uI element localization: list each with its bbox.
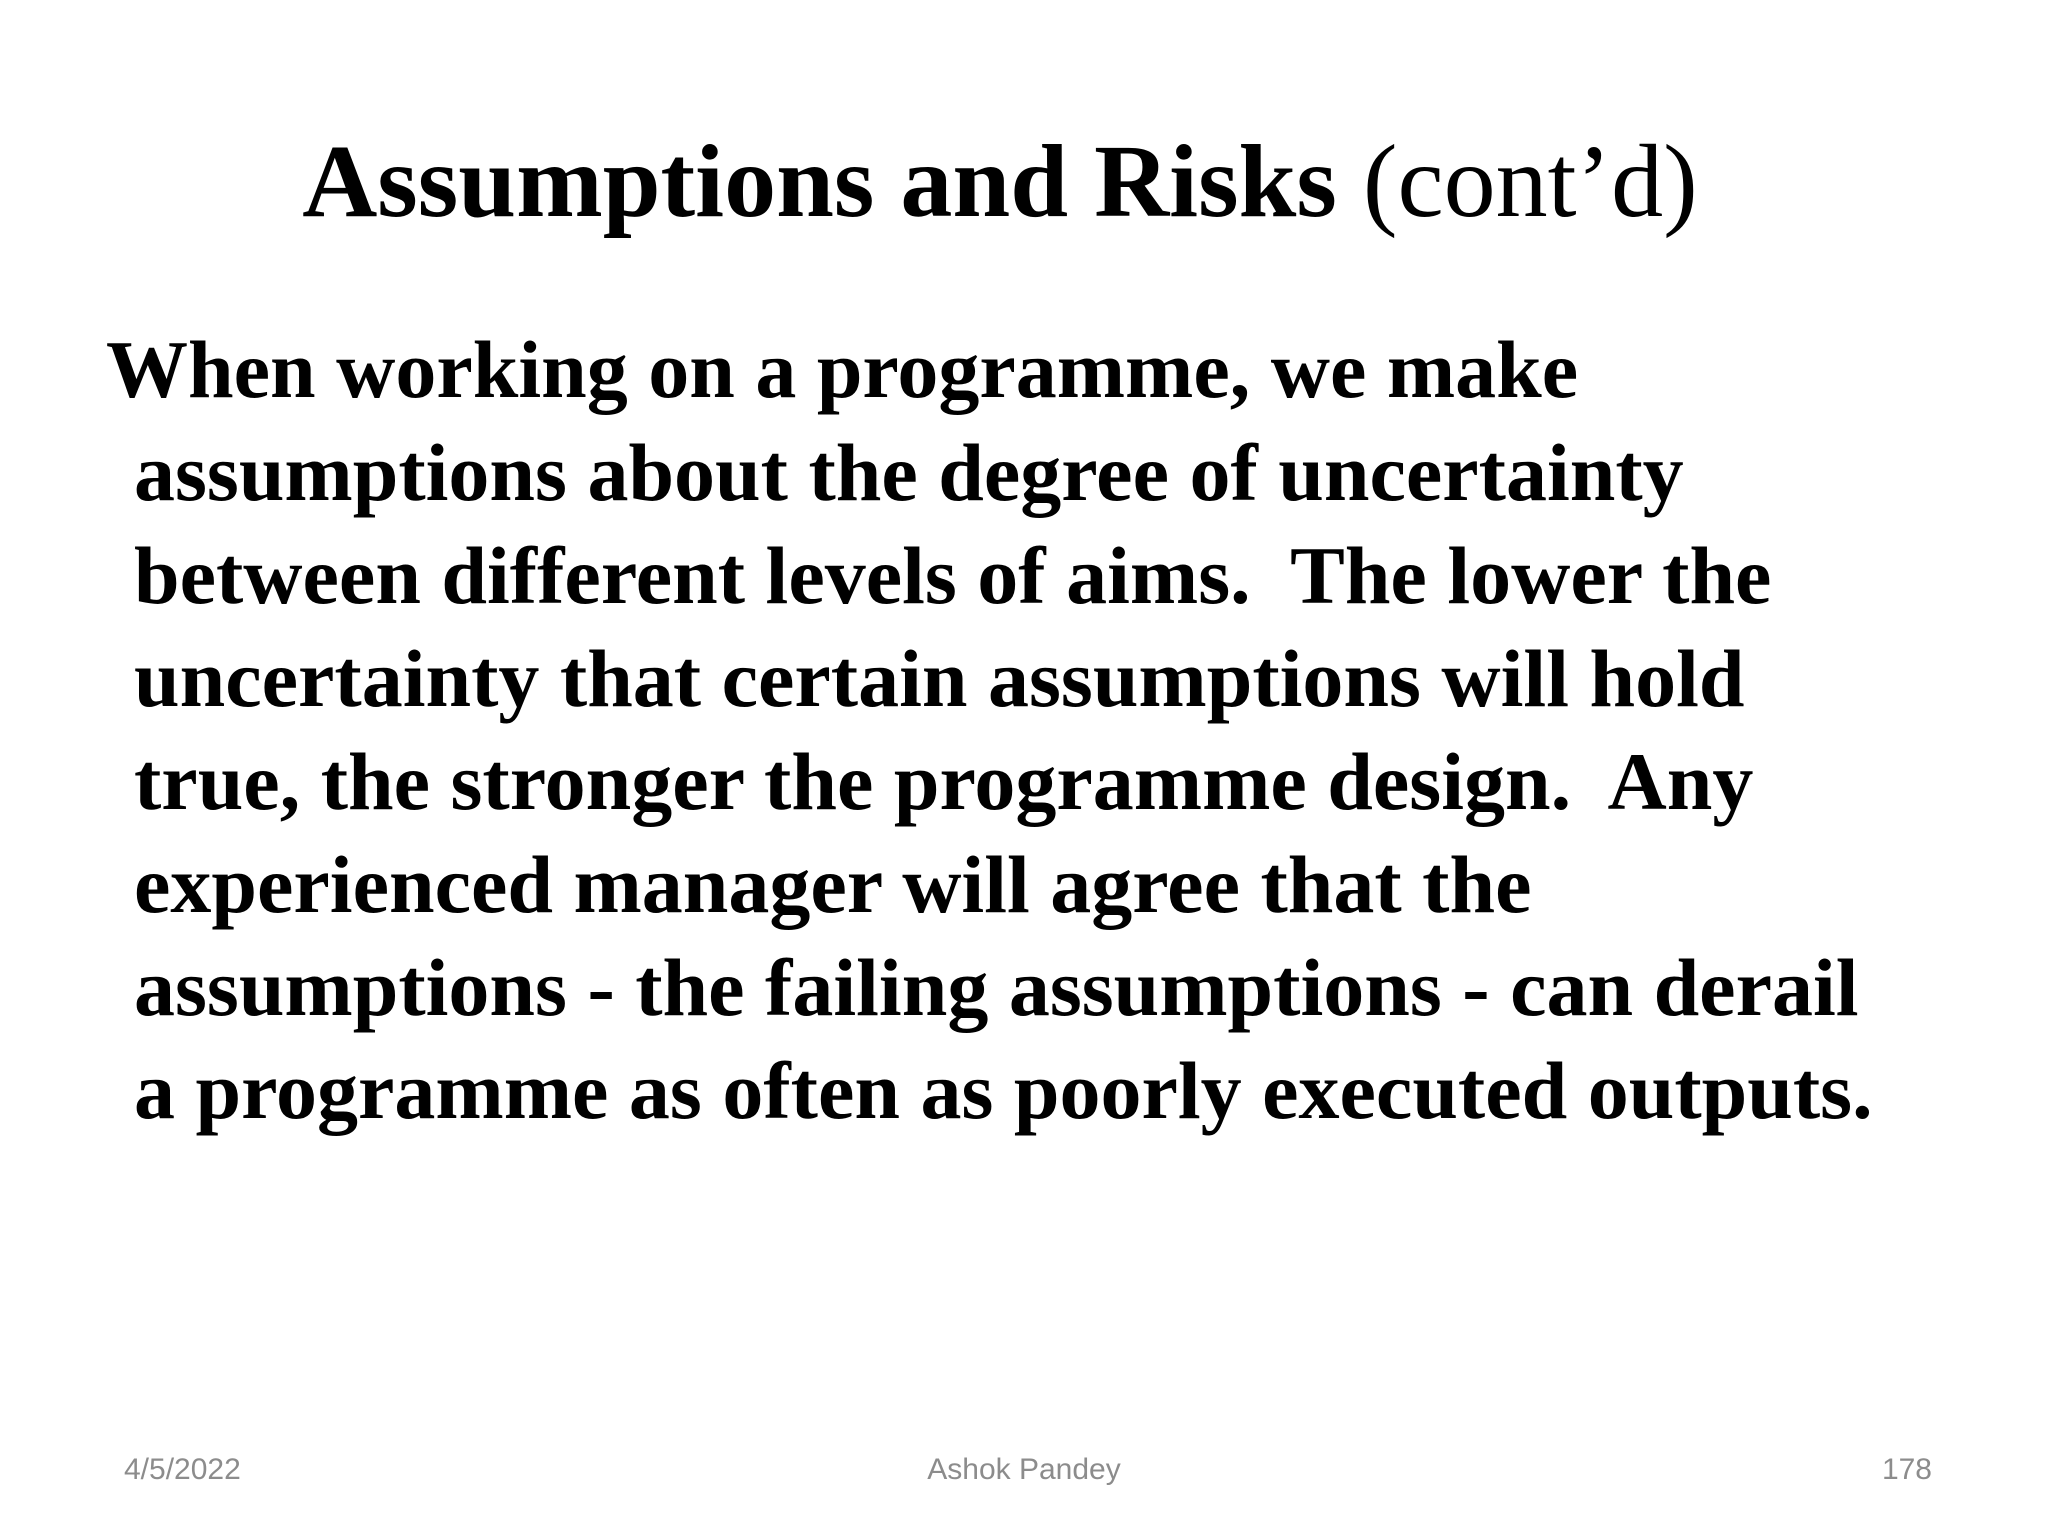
body-line: experienced manager will agree that the xyxy=(134,839,1532,930)
slide-body-paragraph xyxy=(100,318,1980,1142)
body-line: true, the stronger the programme design. Any xyxy=(134,736,1754,827)
footer-date: 4/5/2022 xyxy=(124,1453,241,1486)
slide-title-suffix: (cont’d) xyxy=(1362,124,1698,239)
body-line: assumptions - the failing assumptions - can derail xyxy=(134,942,1859,1033)
footer-author: Ashok Pandey xyxy=(927,1453,1121,1486)
slide-title xyxy=(0,122,2000,242)
body-line: When working on a programme, we make xyxy=(106,324,1579,415)
body-line: between different levels of aims. The lower the xyxy=(134,530,1772,621)
body-line: assumptions about the degree of uncertainty xyxy=(134,427,1684,518)
body-line: a programme as often as poorly executed outputs. xyxy=(134,1045,1873,1136)
body-line: uncertainty that certain assumptions will hold xyxy=(134,633,1745,724)
slide-title-main: Assumptions and Risks xyxy=(302,124,1337,239)
footer-page-number: 178 xyxy=(1881,1453,1932,1486)
